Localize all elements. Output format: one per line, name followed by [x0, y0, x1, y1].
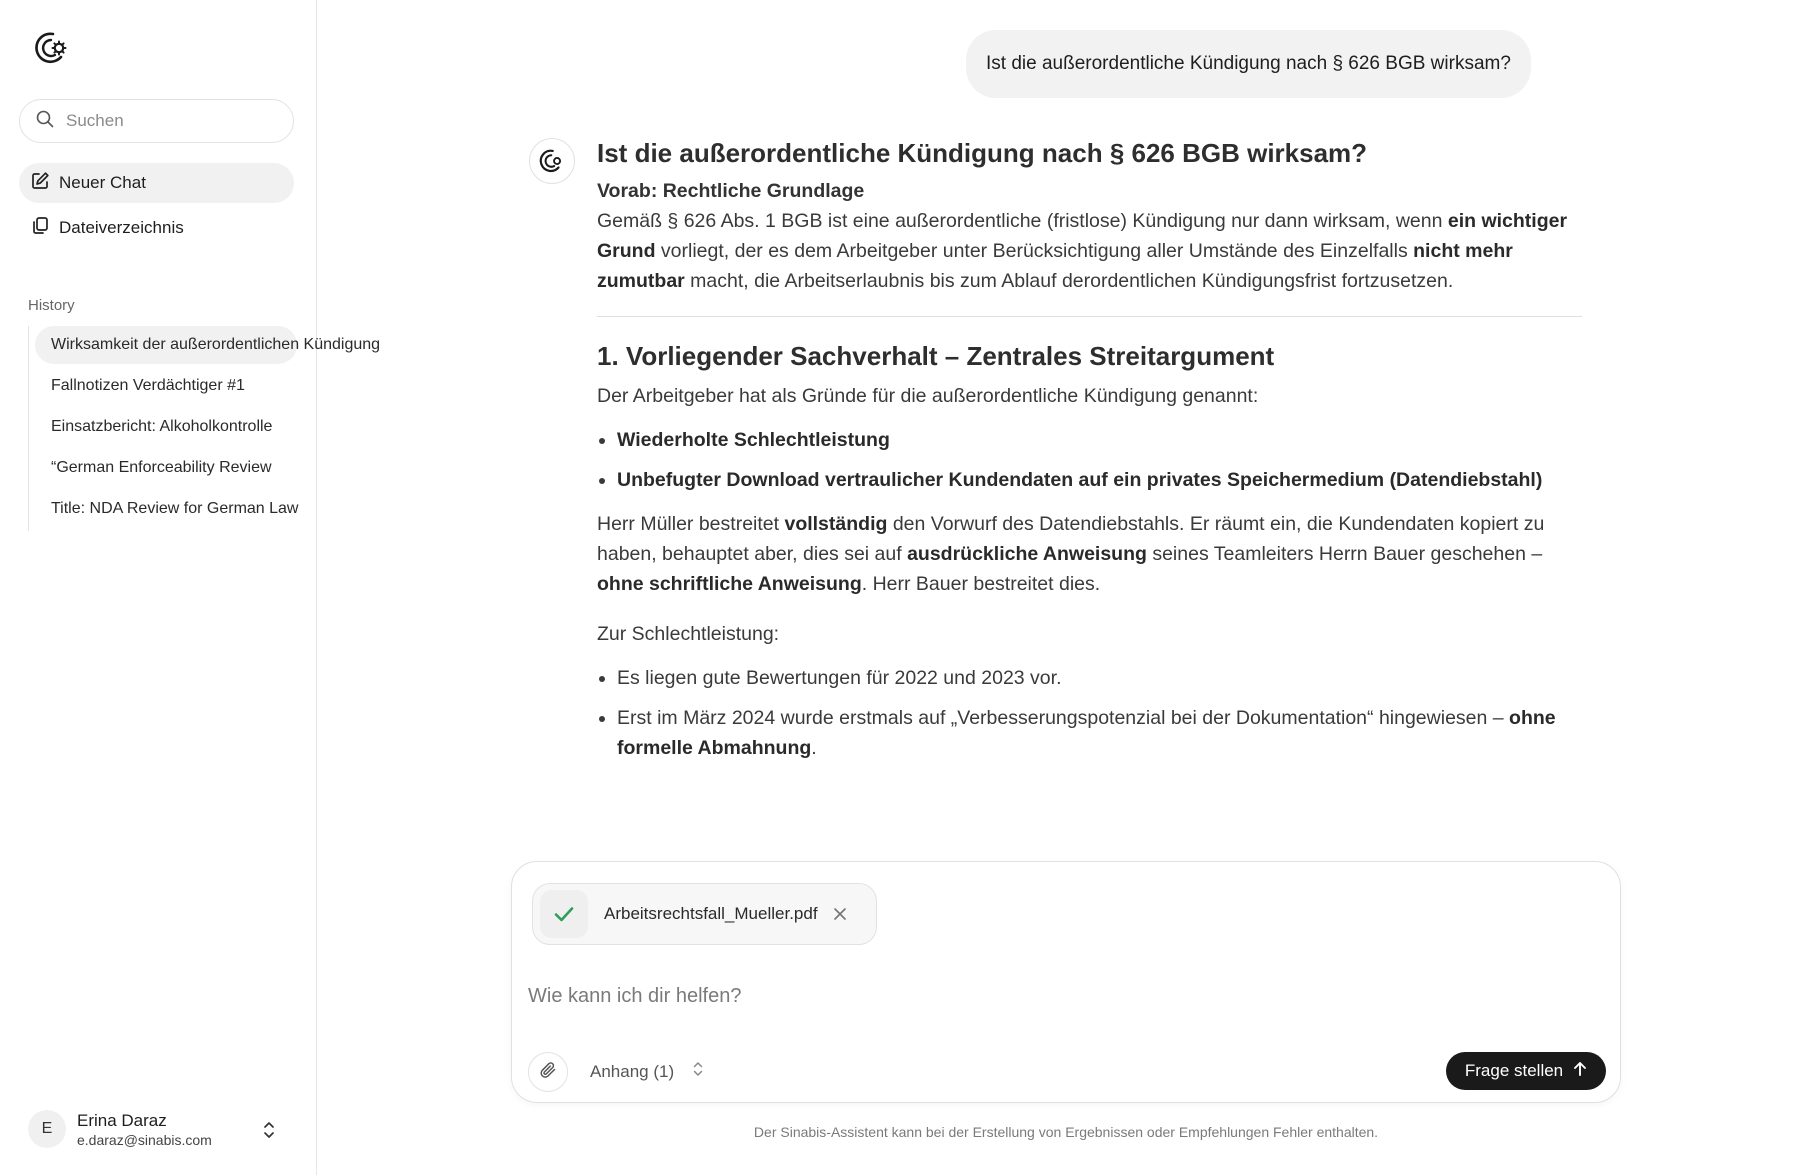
- new-chat-button[interactable]: [19, 163, 294, 203]
- paperclip-icon: [539, 1061, 557, 1084]
- user-message: Ist die außerordentliche Kündigung nach § 626 BGB wirksam?: [966, 30, 1531, 98]
- history-item[interactable]: Title: NDA Review for German Law: [51, 500, 299, 517]
- attachment-select[interactable]: [590, 1060, 704, 1083]
- divider: [597, 316, 1582, 317]
- user-name: Erina Daraz: [77, 1110, 167, 1130]
- app-logo-icon[interactable]: [34, 30, 70, 66]
- assistant-answer: [597, 136, 1582, 828]
- send-label: Frage stellen: [1464, 1061, 1564, 1080]
- assistant-avatar: [529, 138, 575, 184]
- check-icon: [540, 890, 588, 938]
- attachment-chip[interactable]: [532, 883, 877, 945]
- new-chat-label: Neuer Chat: [59, 173, 146, 192]
- edit-icon: [31, 171, 50, 195]
- search-icon: [36, 110, 54, 133]
- search-input[interactable]: [64, 110, 278, 132]
- performance-list: [597, 663, 1582, 763]
- answer-paragraph: Herr Müller bestreitet vollständig den Vorwurf des Datendiebstahls. Er räumt ein, die Kundendaten kopiert zu haben, behauptet aber, dies sei auf ausdrückliche Anweisung seines Teamleiters Herrn Bauer geschehen – ohne schriftliche Anweisung. Herr Bauer bestreitet dies.: [597, 513, 1545, 595]
- file-directory-button[interactable]: [19, 208, 294, 248]
- history-item[interactable]: Einsatzbericht: Alkoholkontrolle: [51, 418, 273, 435]
- answer-paragraph: Zur Schlechtleistung:: [597, 623, 780, 645]
- answer-subhead: Vorab: Rechtliche Grundlage: [597, 180, 865, 202]
- section-title: 1. Vorliegender Sachverhalt – Zentrales Streitargument: [597, 341, 1275, 371]
- avatar: E: [28, 1110, 66, 1148]
- attachment-select-label: Anhang (1): [590, 1061, 675, 1081]
- attachment-name: Arbeitsrechtsfall_Mueller.pdf: [604, 904, 818, 923]
- user-email: e.daraz@sinabis.com: [77, 1131, 212, 1148]
- user-menu[interactable]: [28, 1108, 290, 1150]
- arrow-up-icon: [1573, 1061, 1587, 1082]
- history-list: [28, 326, 381, 531]
- assistant-logo-icon: [539, 148, 565, 174]
- history-heading: History: [28, 297, 75, 314]
- send-button[interactable]: [1446, 1052, 1606, 1090]
- history-item[interactable]: “German Enforceability Review: [51, 459, 272, 476]
- attach-file-button[interactable]: [528, 1052, 568, 1092]
- list-item: • Wiederholte Schlechtleistung: [617, 425, 1582, 455]
- chevron-up-down-icon: [692, 1060, 704, 1083]
- files-icon: [31, 216, 50, 240]
- chevron-up-down-icon[interactable]: [262, 1120, 276, 1145]
- search-box[interactable]: [19, 99, 294, 143]
- close-icon[interactable]: [833, 907, 847, 921]
- answer-intro: Gemäß § 626 Abs. 1 BGB ist eine außerordentliche (fristlose) Kündigung nur dann wirksam, wenn ein wichtiger Grund vorliegt, der es dem Arbeitgeber unter Berücksichtigung aller Umstände des Einzelfalls nicht mehr zumutbar macht, die Arbeitserlaubnis bis zum Ablauf derordentlichen Kündigungsfrist fortzusetzen.: [597, 210, 1568, 292]
- answer-title: Ist die außerordentliche Kündigung nach § 626 BGB wirksam?: [597, 138, 1368, 168]
- reasons-list: [597, 425, 1582, 495]
- section-intro: Der Arbeitgeber hat als Gründe für die außerordentliche Kündigung genannt:: [597, 385, 1259, 407]
- list-item: • Es liegen gute Bewertungen für 2022 und 2023 vor.: [617, 663, 1582, 693]
- file-directory-label: Dateiverzeichnis: [59, 218, 184, 237]
- sidebar: [0, 0, 381, 1175]
- prompt-input[interactable]: [526, 978, 1590, 1014]
- list-item: • Erst im März 2024 wurde erstmals auf „Verbesserungspotenzial bei der Dokumentation“ hingewiesen – ohne formelle Abmahnung.: [617, 703, 1582, 763]
- list-item: • Unbefugter Download vertraulicher Kundendaten auf ein privates Speichermedium (Datendiebstahl): [617, 465, 1582, 495]
- disclaimer: Der Sinabis-Assistent kann bei der Erstellung von Ergebnissen oder Empfehlungen Fehler enthalten.: [753, 1124, 1379, 1140]
- history-item[interactable]: Wirksamkeit der außerordentlichen Kündigung: [35, 326, 297, 364]
- history-item[interactable]: Fallnotizen Verdächtiger #1: [51, 377, 245, 394]
- message-composer: [511, 861, 1621, 1103]
